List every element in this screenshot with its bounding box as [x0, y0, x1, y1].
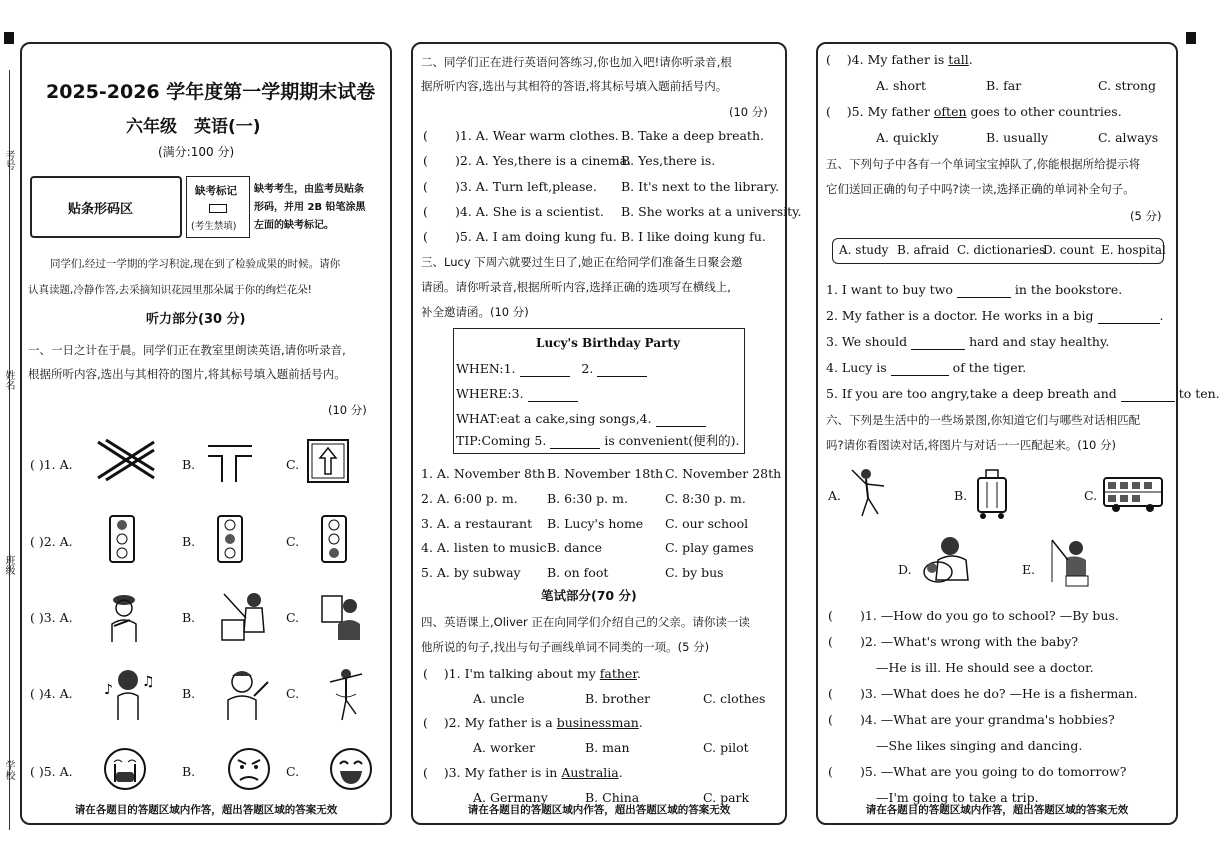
s5-q3-text: 3. We should [826, 334, 908, 349]
option-c-label: C. [286, 457, 300, 472]
side-label-class: 班级 [3, 555, 14, 575]
q3-label: ( )3. A. [30, 610, 73, 625]
word-bank-item: E. hospital [1101, 243, 1166, 257]
footer-note: 请在各题目的答题区域内作答，超出答题区域的答案无效 [467, 804, 731, 816]
blank-3[interactable] [528, 389, 578, 402]
s3-opt-1b: B. November 18th [547, 466, 664, 481]
where-label: WHERE:3. [456, 386, 524, 401]
s4-q4-underlined: tall [948, 52, 969, 67]
reader-icon [318, 590, 362, 642]
s6-paren: ( [828, 634, 833, 649]
s5-q2-end: . [1159, 308, 1164, 323]
svg-text:♫: ♫ [142, 674, 155, 690]
paren: ( [826, 104, 831, 119]
s2-q3-b: B. It's next to the library. [621, 179, 780, 194]
s5-q1 [826, 282, 1122, 298]
section5-score: (5 分) [1130, 209, 1162, 223]
s5-q5-blank[interactable] [1121, 389, 1175, 402]
traffic-light-icon [210, 514, 250, 564]
option-c-label: C. [286, 686, 300, 701]
s4-q2-a: A. worker [473, 740, 536, 755]
side-label-exam-no: 考号 [3, 150, 14, 170]
option-b-label: B. [182, 534, 196, 549]
singing-boy-icon [218, 666, 274, 722]
s6-paren: ( [828, 712, 833, 727]
s4-q3-b: B. China [585, 790, 640, 805]
section6-line1: 六、下列是生活中的一些场景图,你知道它们与哪些对话相匹配 [826, 413, 1141, 427]
s4-q3-end: . [618, 765, 623, 780]
s2-paren: ( [423, 153, 428, 168]
s4-q4-a: A. short [876, 78, 926, 93]
s2-q2-b: B. Yes,there is. [621, 153, 716, 168]
s5-q5-text: 5. If you are too angry,take a deep breath and [826, 386, 1117, 401]
s4-q3-text: )3. My father is in [443, 765, 562, 780]
s4-q3 [423, 765, 623, 781]
s4-q2-end: . [638, 715, 643, 730]
what-label: WHAT:eat a cake,sing songs,4. [456, 411, 652, 426]
absent-desc-line1: 缺考考生，由监考员贴条 [254, 184, 364, 195]
s3-opt-5a: 5. A. by subway [421, 565, 521, 580]
option-c-label: C. [286, 764, 300, 779]
blank-1[interactable] [520, 364, 570, 377]
q1-label: ( )1. A. [30, 457, 73, 472]
s5-q4-blank[interactable] [891, 363, 949, 376]
invitation-card [453, 328, 745, 454]
invitation-when [456, 361, 647, 377]
s5-q1-blank[interactable] [957, 285, 1011, 298]
blank-4[interactable] [656, 414, 706, 427]
option-b-label: B. [182, 686, 196, 701]
barcode-area [30, 176, 182, 238]
s4-q2-c: C. pilot [703, 740, 749, 755]
s4-q4 [826, 52, 973, 68]
s5-q4 [826, 360, 1026, 376]
s2-q2-a: )2. A. Yes,there is a cinema. [455, 153, 632, 168]
word-bank-item: D. count [1043, 243, 1095, 257]
footer-note: 请在各题目的答题区域内作答，超出答题区域的答案无效 [865, 804, 1129, 816]
section2-line2: 据所听内容,选出与其相符的答语,将其标号填入题前括号内。 [421, 79, 728, 93]
dancing-woman-icon [848, 464, 888, 518]
police-officer-icon [106, 592, 142, 644]
s2-q5-a: )5. A. I am doing kung fu. [455, 229, 617, 244]
s4-q1-end: . [636, 666, 641, 681]
s4-q5-a: A. quickly [876, 130, 939, 145]
absent-mark-checkbox [209, 204, 227, 213]
s5-q1-end: in the bookstore. [1014, 282, 1123, 297]
s3-opt-4b: B. dance [547, 540, 603, 555]
s2-q1-a: )1. A. Wear warm clothes. [455, 128, 619, 143]
picture-a-label: A. [828, 488, 842, 503]
invitation-title: Lucy's Birthday Party [536, 336, 680, 350]
s3-opt-2c: C. 8:30 p. m. [665, 491, 746, 506]
picture-b-label: B. [954, 488, 968, 503]
s2-q3-a: )3. A. Turn left,please. [455, 179, 597, 194]
traffic-light-icon [314, 514, 354, 564]
suitcase-icon [974, 468, 1010, 520]
s3-opt-3b: B. Lucy's home [547, 516, 644, 531]
intro-line2: 认真读题,冷静作答,去采摘知识花园里那朵属于你的绚烂花朵! [28, 284, 312, 296]
s6-q3: )3. —What does he do? —He is a fisherman. [860, 686, 1138, 701]
page-column-1 [20, 42, 392, 825]
s5-q1-text: 1. I want to buy two [826, 282, 953, 297]
crying-face-icon [102, 746, 148, 792]
svg-text:♪: ♪ [104, 682, 113, 698]
q5-label: ( )5. A. [30, 764, 73, 779]
absent-desc-line3: 左面的缺考标记。 [254, 220, 334, 231]
s4-q3-c: C. park [703, 790, 750, 805]
s4-q3-underlined: Australia [561, 765, 619, 780]
option-b-label: B. [182, 457, 196, 472]
crossroad-icon [94, 438, 158, 482]
s4-q2-underlined: businessman [556, 715, 639, 730]
s6-paren: ( [828, 686, 833, 701]
s4-q1-underlined: father [599, 666, 637, 681]
s3-opt-1a: 1. A. November 8th [421, 466, 546, 481]
s2-paren: ( [423, 204, 428, 219]
paren: ( [423, 765, 428, 780]
section1-line2: 根据所听内容,选出与其相符的图片,将其标号填入题前括号内。 [28, 367, 346, 381]
section1-line1: 一、一日之计在于晨。同学们正在教室里朗读英语,请你听录音, [28, 343, 346, 357]
picture-d-label: D. [898, 562, 912, 577]
paren: ( [423, 715, 428, 730]
s5-q5-end: to ten. [1178, 386, 1220, 401]
laughing-face-icon [328, 746, 374, 792]
s5-q2 [826, 308, 1164, 324]
s2-q1-b: B. Take a deep breath. [621, 128, 764, 143]
invitation-where [456, 386, 578, 402]
exam-title: 2025-2026 学年度第一学期期末试卷 [46, 81, 376, 103]
vendor-icon [216, 588, 272, 644]
angry-face-icon [226, 746, 272, 792]
s3-opt-3c: C. our school [665, 516, 749, 531]
s4-q5-c: C. always [1098, 130, 1159, 145]
footer-note: 请在各题目的答题区域内作答，超出答题区域的答案无效 [74, 804, 338, 816]
s3-opt-5c: C. by bus [665, 565, 724, 580]
s2-q4-a: )4. A. She is a scientist. [455, 204, 604, 219]
s4-q2 [423, 715, 643, 731]
section5-line2: 它们送回正确的句子中吗?读一读,选择正确的单词补全句子。 [826, 182, 1135, 196]
section6-line2: 吗?请你看图读对话,将图片与对话一一匹配起来。(10 分) [826, 438, 1117, 452]
exam-subtitle: 六年级 英语(一) [126, 117, 261, 137]
picture-e-label: E. [1022, 562, 1036, 577]
q4-label: ( )4. A. [30, 686, 73, 701]
s6-paren: ( [828, 608, 833, 623]
listening-header: 听力部分(30 分) [146, 312, 246, 327]
tip-label-2: is convenient(便利的). [604, 433, 740, 448]
page-column-2 [411, 42, 802, 825]
picture-c-label: C. [1084, 488, 1098, 503]
s4-q1-b: B. brother [585, 691, 651, 706]
section3-line2: 请函。请你听录音,根据所听内容,选择正确的选项写在横线上, [421, 280, 731, 294]
s2-paren: ( [423, 229, 428, 244]
absent-desc-line2: 形码，并用 2B 铅笔涂黑 [254, 202, 366, 213]
s2-paren: ( [423, 179, 428, 194]
writing-header: 笔试部分(70 分) [541, 588, 637, 603]
sick-baby-icon [918, 534, 974, 590]
q2-label: ( )2. A. [30, 534, 73, 549]
s3-opt-4c: C. play games [665, 540, 754, 555]
s5-q4-end: of the tiger. [952, 360, 1027, 375]
section2-score: (10 分) [729, 105, 768, 119]
s4-q5-b: B. usually [986, 130, 1049, 145]
s2-q4-b: B. She works at a university. [621, 204, 802, 219]
singing-girl-icon [100, 666, 156, 722]
s4-q1-a: A. uncle [473, 691, 525, 706]
s6-q4: )4. —What are your grandma's hobbies? [860, 712, 1115, 727]
invitation-what [456, 411, 706, 427]
s3-opt-5b: B. on foot [547, 565, 609, 580]
s5-q5 [826, 386, 1220, 402]
s5-q3-end: hard and stay healthy. [969, 334, 1110, 349]
s6-q1: )1. —How do you go to school? —By bus. [860, 608, 1119, 623]
page-column-3 [816, 42, 1220, 825]
s5-q3-blank[interactable] [911, 337, 965, 350]
s3-opt-3a: 3. A. a restaurant [421, 516, 533, 531]
s6-q5-answer: —I'm going to take a trip. [876, 790, 1039, 805]
s4-q4-end: . [968, 52, 973, 67]
registration-mark [4, 32, 14, 44]
s4-q4-b: B. far [986, 78, 1022, 93]
s5-q3 [826, 334, 1109, 350]
section2-line1: 二、同学们正在进行英语问答练习,你也加入吧!请你听录音,根 [421, 55, 732, 69]
word-bank-item: A. study [839, 243, 889, 257]
traffic-light-icon [102, 514, 142, 564]
word-bank-item: C. dictionaries [957, 243, 1046, 257]
s5-q2-blank[interactable] [1098, 311, 1160, 324]
intro-line1: 同学们,经过一学期的学习积淀,现在到了检验成果的时候。请你 [50, 258, 341, 270]
s6-q5: )5. —What are you going to do tomorrow? [860, 764, 1127, 779]
t-junction-icon [206, 440, 254, 484]
go-straight-sign-icon [306, 438, 350, 484]
s3-opt-1c: C. November 28th [665, 466, 782, 481]
s4-q1 [423, 666, 641, 682]
s2-paren: ( [423, 128, 428, 143]
option-c-label: C. [286, 610, 300, 625]
bus-icon [1102, 474, 1166, 514]
s4-q3-a: A. Germany [473, 790, 548, 805]
option-c-label: C. [286, 534, 300, 549]
ballet-dancer-icon [326, 664, 366, 724]
s4-q5 [826, 104, 1122, 120]
tip-label: TIP:Coming 5. [456, 433, 547, 448]
section4-line2: 他所说的句子,找出与句子画线单词不同类的一项。(5 分) [421, 640, 710, 654]
barcode-label: 贴条形码区 [68, 202, 134, 217]
s3-opt-2b: B. 6:30 p. m. [547, 491, 628, 506]
word-bank-item: B. afraid [897, 243, 950, 257]
invitation-tip [456, 433, 740, 449]
side-label-school: 学校 [3, 760, 14, 780]
when-label: WHEN:1. [456, 361, 516, 376]
registration-mark [1186, 32, 1196, 44]
when-label-2: 2. [581, 361, 594, 376]
s4-q4-c: C. strong [1098, 78, 1157, 93]
s6-q2: )2. —What's wrong with the baby? [860, 634, 1079, 649]
section3-line3: 补全邀请函。(10 分) [421, 305, 529, 319]
side-label-name: 姓名 [3, 370, 14, 390]
s4-q5-end: goes to other countries. [966, 104, 1122, 119]
s5-q4-text: 4. Lucy is [826, 360, 887, 375]
blank-5[interactable] [550, 436, 600, 449]
s5-q2-text: 2. My father is a doctor. He works in a big [826, 308, 1094, 323]
margin-line [9, 70, 10, 830]
absent-mark-note: (考生禁填) [191, 221, 237, 232]
s6-q4-answer: —She likes singing and dancing. [876, 738, 1083, 753]
s3-opt-2a: 2. A. 6:00 p. m. [421, 491, 518, 506]
section5-line1: 五、下列句子中各有一个单词宝宝掉队了,你能根据所给提示将 [826, 157, 1141, 171]
paren: ( [423, 666, 428, 681]
section4-line1: 四、英语课上,Oliver 正在向同学们介绍自己的父亲。请你读一读 [421, 615, 750, 629]
s6-paren: ( [828, 764, 833, 779]
s4-q4-text: )4. My father is [846, 52, 949, 67]
s4-q2-text: )2. My father is a [443, 715, 557, 730]
s4-q2-b: B. man [585, 740, 630, 755]
full-score: (满分:100 分) [158, 145, 235, 159]
option-b-label: B. [182, 764, 196, 779]
option-b-label: B. [182, 610, 196, 625]
s3-opt-4a: 4. A. listen to music [421, 540, 547, 555]
section3-line1: 三、Lucy 下周六就要过生日了,她正在给同学们准备生日聚会邀 [421, 255, 743, 269]
s4-q1-c: C. clothes [703, 691, 766, 706]
s4-q5-text: )5. My father [846, 104, 934, 119]
word-bank [832, 238, 1164, 264]
s2-q5-b: B. I like doing kung fu. [621, 229, 766, 244]
s4-q5-underlined: often [933, 104, 967, 119]
absent-mark-box [186, 176, 250, 238]
section1-score: (10 分) [328, 403, 367, 417]
s6-q2-answer: —He is ill. He should see a doctor. [876, 660, 1094, 675]
absent-mark-title: 缺考标记 [195, 185, 237, 197]
blank-2[interactable] [597, 364, 647, 377]
s4-q1-text: )1. I'm talking about my [443, 666, 600, 681]
fisherman-icon [1046, 536, 1094, 588]
paren: ( [826, 52, 831, 67]
